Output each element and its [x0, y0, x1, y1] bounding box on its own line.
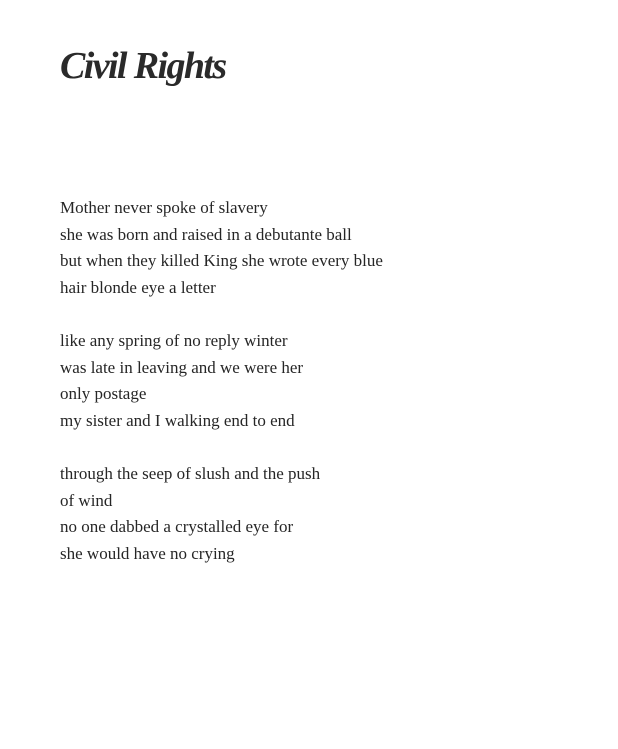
poem-line: hair blonde eye a letter	[60, 277, 216, 297]
stanza-1	[60, 195, 580, 301]
poem-line: of wind	[60, 490, 113, 510]
poem-line: but when they killed King she wrote every blue	[60, 251, 383, 270]
poem-line: she would have no crying	[60, 543, 235, 563]
poem-line: Mother never spoke of slavery	[60, 198, 268, 217]
poem-line: was late in leaving and we were her	[60, 357, 304, 377]
poem-line: my sister and I walking end to end	[60, 410, 295, 430]
poem-title: Civil Rights	[60, 45, 226, 87]
stanza-2	[60, 328, 580, 434]
poem-line: through the seep of slush and the push	[60, 464, 321, 483]
poem-line: she was born and raised in a debutante ball	[60, 224, 352, 244]
poem-body	[60, 195, 580, 594]
poem-line: no one dabbed a crystalled eye for	[60, 517, 294, 536]
poem-line: only postage	[60, 384, 147, 403]
poem-line: like any spring of no reply winter	[60, 331, 288, 350]
stanza-3	[60, 461, 580, 567]
